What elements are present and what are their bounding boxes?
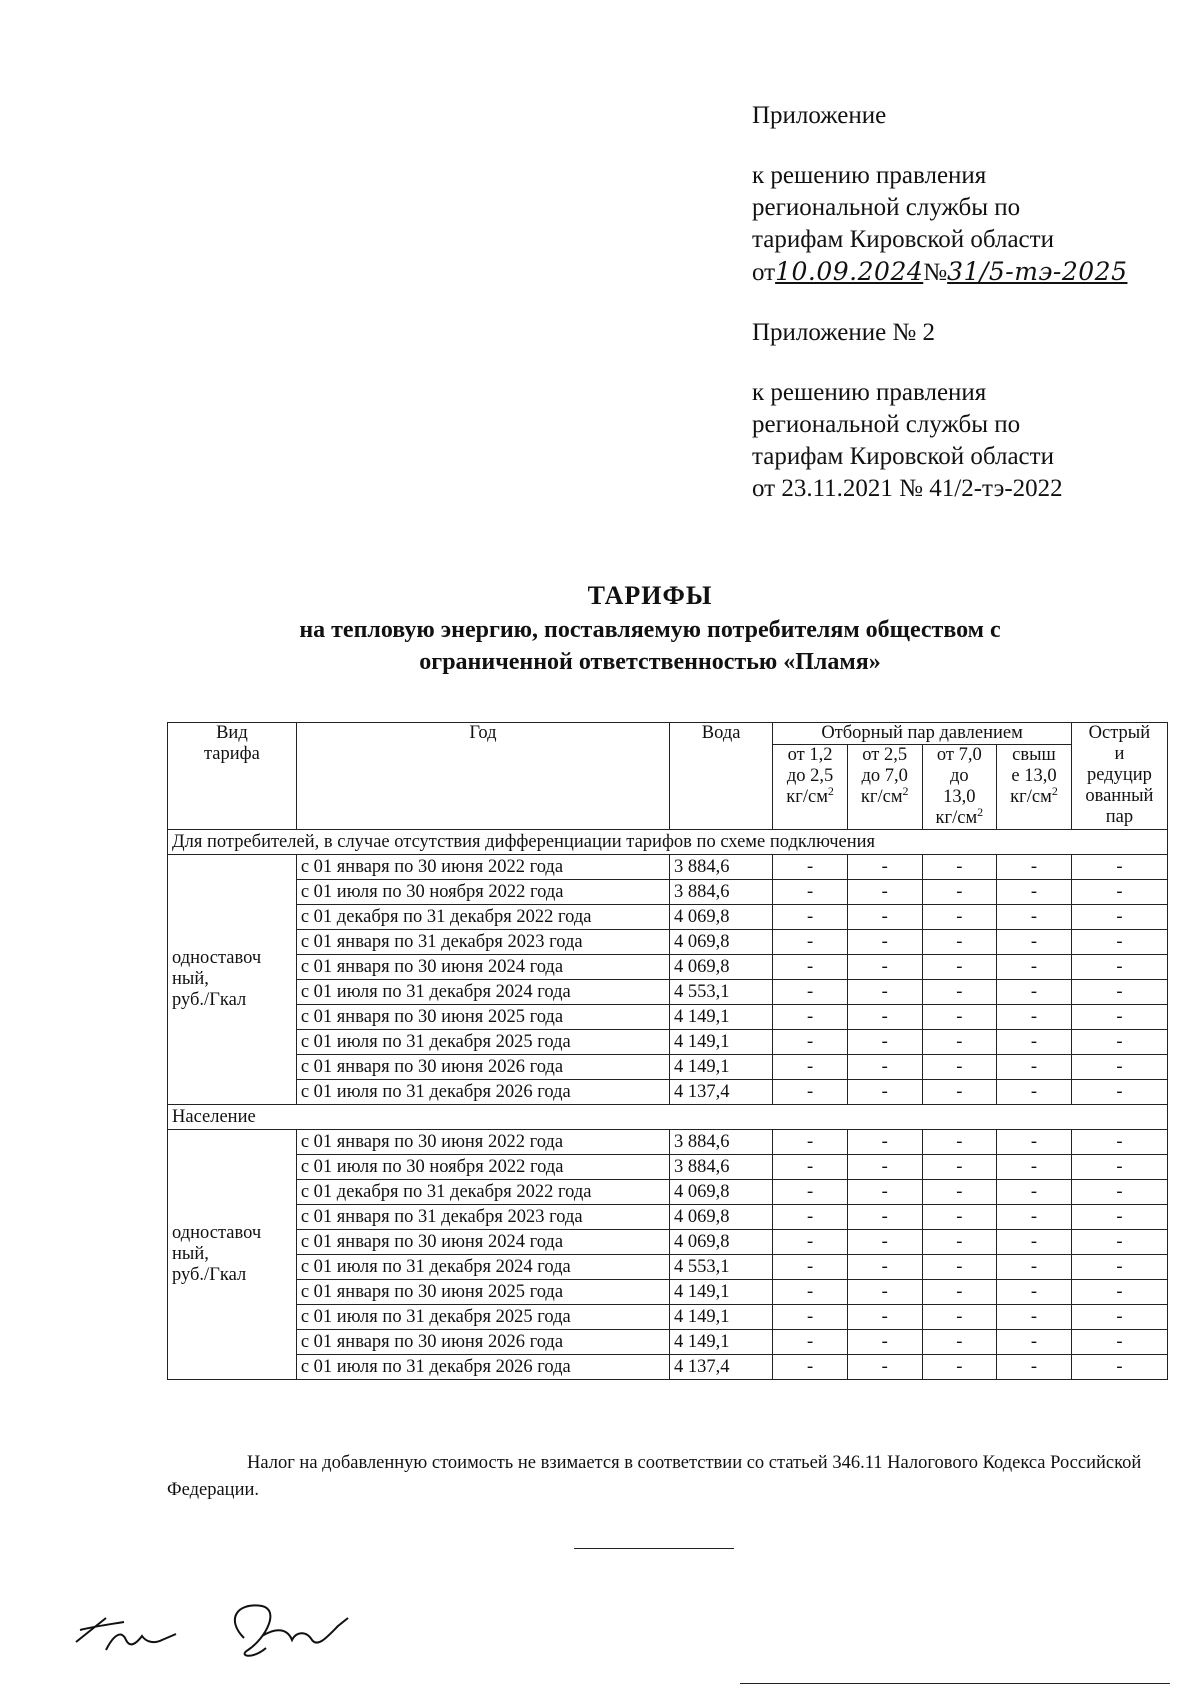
steam-1-cell: - — [773, 955, 848, 980]
number-prefix: № — [923, 259, 948, 286]
col-header-sharp-steam: Острый и редуцир ованный пар — [1071, 723, 1167, 830]
steam-3-cell: - — [922, 1180, 997, 1205]
steam-4-cell: - — [997, 980, 1072, 1005]
sharp-steam-cell: - — [1071, 1330, 1167, 1355]
period-cell: с 01 июля по 31 декабря 2026 года — [296, 1080, 669, 1105]
table-row — [168, 1130, 1168, 1155]
sharp-steam-cell: - — [1071, 1305, 1167, 1330]
table-row — [168, 1155, 1168, 1180]
steam-3-cell: - — [922, 1330, 997, 1355]
table-row — [168, 1055, 1168, 1080]
steam-4-cell: - — [997, 855, 1072, 880]
steam-3-cell: - — [922, 1080, 997, 1105]
steam-3-cell: - — [922, 1280, 997, 1305]
tariff-type-line: одноставоч — [172, 948, 262, 968]
table-row — [168, 1330, 1168, 1355]
steam-3-cell: - — [922, 905, 997, 930]
steam-2-cell: - — [847, 1030, 922, 1055]
steam-2-cell: - — [847, 1305, 922, 1330]
steam-4-cell: - — [997, 1230, 1072, 1255]
steam-3-cell: - — [922, 1205, 997, 1230]
tariff-type-line: ный, — [172, 969, 209, 989]
sharp-steam-cell: - — [1071, 955, 1167, 980]
decision-line: тарифам Кировской области — [752, 226, 1054, 253]
col-header-water: Вода — [670, 723, 773, 830]
water-value-cell: 3 884,6 — [670, 1130, 773, 1155]
steam-1-cell: - — [773, 1080, 848, 1105]
table-row — [168, 1305, 1168, 1330]
period-cell: с 01 января по 30 июня 2024 года — [296, 1230, 669, 1255]
decision-line: региональной службы по — [752, 194, 1021, 221]
section-label: Население — [168, 1105, 1168, 1130]
steam-3-cell: - — [922, 1155, 997, 1180]
water-value-cell: 4 069,8 — [670, 955, 773, 980]
steam-2-cell: - — [847, 1280, 922, 1305]
water-value-cell: 4 553,1 — [670, 1255, 773, 1280]
tariff-type-line: одноставоч — [172, 1223, 262, 1243]
steam-3-cell: - — [922, 1355, 997, 1380]
title-line: ограниченной ответственностью «Пламя» — [419, 649, 881, 675]
handwritten-signatures — [66, 1590, 366, 1670]
steam-3-cell: - — [922, 1055, 997, 1080]
period-cell: с 01 января по 30 июня 2026 года — [296, 1330, 669, 1355]
sharp-steam-cell: - — [1071, 1205, 1167, 1230]
water-value-cell: 4 149,1 — [670, 1030, 773, 1055]
water-value-cell: 4 069,8 — [670, 1180, 773, 1205]
steam-2-cell: - — [847, 1055, 922, 1080]
steam-3-cell: - — [922, 980, 997, 1005]
table-row — [168, 1205, 1168, 1230]
section-row — [168, 1105, 1168, 1130]
table-row — [168, 980, 1168, 1005]
steam-4-cell: - — [997, 1005, 1072, 1030]
period-cell: с 01 июля по 30 ноября 2022 года — [296, 1155, 669, 1180]
steam-4-cell: - — [997, 955, 1072, 980]
col-header-year: Год — [296, 723, 669, 830]
decision-date-line — [752, 256, 1127, 289]
sharp-steam-cell: - — [1071, 1130, 1167, 1155]
bottom-line — [740, 1683, 1170, 1684]
water-value-cell: 4 149,1 — [670, 1305, 773, 1330]
table-row — [168, 930, 1168, 955]
steam-1-cell: - — [773, 905, 848, 930]
steam-2-cell: - — [847, 1230, 922, 1255]
steam-1-cell: - — [773, 980, 848, 1005]
steam-4-cell: - — [997, 1180, 1072, 1205]
sharp-steam-cell: - — [1071, 1180, 1167, 1205]
appendix-title: Приложение — [752, 102, 887, 129]
steam-1-cell: - — [773, 1205, 848, 1230]
water-value-cell: 4 149,1 — [670, 1280, 773, 1305]
steam-4-cell: - — [997, 880, 1072, 905]
date-prefix: от — [752, 259, 776, 286]
steam-4-cell: - — [997, 1130, 1072, 1155]
steam-1-cell: - — [773, 1030, 848, 1055]
steam-2-cell: - — [847, 930, 922, 955]
steam-1-cell: - — [773, 1155, 848, 1180]
steam-2-cell: - — [847, 1130, 922, 1155]
steam-4-cell: - — [997, 930, 1072, 955]
steam-2-cell: - — [847, 1255, 922, 1280]
water-value-cell: 3 884,6 — [670, 1155, 773, 1180]
steam-1-cell: - — [773, 1230, 848, 1255]
table-row — [168, 1280, 1168, 1305]
sharp-steam-cell: - — [1071, 1355, 1167, 1380]
sharp-steam-cell: - — [1071, 1230, 1167, 1255]
steam-2-cell: - — [847, 1080, 922, 1105]
table-row — [168, 955, 1168, 980]
steam-4-cell: - — [997, 1155, 1072, 1180]
steam-1-cell: - — [773, 1130, 848, 1155]
sharp-steam-cell: - — [1071, 1030, 1167, 1055]
steam-2-cell: - — [847, 1355, 922, 1380]
steam-4-cell: - — [997, 1080, 1072, 1105]
tariff-type-line: руб./Гкал — [172, 990, 247, 1010]
table-row — [168, 855, 1168, 880]
appendix-header — [752, 100, 1127, 505]
decision2-line: тарифам Кировской области — [752, 443, 1054, 470]
steam-3-cell: - — [922, 1255, 997, 1280]
decision2-line: к решению правления — [752, 379, 987, 406]
period-cell: с 01 января по 30 июня 2025 года — [296, 1280, 669, 1305]
steam-1-cell: - — [773, 1355, 848, 1380]
period-cell: с 01 июля по 31 декабря 2025 года — [296, 1030, 669, 1055]
table-row — [168, 1255, 1168, 1280]
steam-4-cell: - — [997, 1055, 1072, 1080]
steam-2-cell: - — [847, 880, 922, 905]
steam-1-cell: - — [773, 930, 848, 955]
period-cell: с 01 января по 30 июня 2022 года — [296, 1130, 669, 1155]
col-header-type: Вид тарифа — [168, 723, 297, 830]
water-value-cell: 4 069,8 — [670, 1230, 773, 1255]
steam-1-cell: - — [773, 1330, 848, 1355]
sharp-steam-cell: - — [1071, 930, 1167, 955]
steam-4-cell: - — [997, 1205, 1072, 1230]
period-cell: с 01 января по 31 декабря 2023 года — [296, 930, 669, 955]
title-main: ТАРИФЫ — [587, 581, 713, 610]
steam-2-cell: - — [847, 980, 922, 1005]
decision-line: к решению правления — [752, 162, 987, 189]
tariff-type-line: ный, — [172, 1244, 209, 1264]
period-cell: с 01 января по 30 июня 2025 года — [296, 1005, 669, 1030]
period-cell: с 01 декабря по 31 декабря 2022 года — [296, 1180, 669, 1205]
sharp-steam-cell: - — [1071, 980, 1167, 1005]
water-value-cell: 4 137,4 — [670, 1355, 773, 1380]
sharp-steam-cell: - — [1071, 1155, 1167, 1180]
tariff-type-line: руб./Гкал — [172, 1265, 247, 1285]
steam-4-cell: - — [997, 905, 1072, 930]
steam-3-cell: - — [922, 1005, 997, 1030]
steam-1-cell: - — [773, 1305, 848, 1330]
steam-1-cell: - — [773, 1005, 848, 1030]
table-row — [168, 1005, 1168, 1030]
steam-1-cell: - — [773, 1255, 848, 1280]
col-header-steam: Отборный пар давлением — [773, 723, 1072, 745]
water-value-cell: 4 069,8 — [670, 905, 773, 930]
table-row — [168, 1355, 1168, 1380]
period-cell: с 01 января по 30 июня 2022 года — [296, 855, 669, 880]
col-header-steam-2: от 2,5 до 7,0 $кг/см^2$ — [847, 745, 922, 830]
steam-3-cell: - — [922, 1130, 997, 1155]
steam-3-cell: - — [922, 1230, 997, 1255]
section-row — [168, 830, 1168, 855]
decision2-line: региональной службы по — [752, 411, 1021, 438]
tariff-table — [167, 722, 1168, 1380]
col-header-steam-4: свыш е 13,0 $кг/см^2$ — [997, 745, 1072, 830]
period-cell: с 01 июля по 31 декабря 2026 года — [296, 1355, 669, 1380]
steam-2-cell: - — [847, 1330, 922, 1355]
period-cell: с 01 июля по 31 декабря 2024 года — [296, 980, 669, 1005]
steam-4-cell: - — [997, 1255, 1072, 1280]
steam-2-cell: - — [847, 905, 922, 930]
steam-2-cell: - — [847, 1205, 922, 1230]
steam-2-cell: - — [847, 955, 922, 980]
period-cell: с 01 июля по 31 декабря 2024 года — [296, 1255, 669, 1280]
sharp-steam-cell: - — [1071, 905, 1167, 930]
steam-1-cell: - — [773, 1280, 848, 1305]
document-title — [150, 578, 1150, 678]
steam-4-cell: - — [997, 1355, 1072, 1380]
steam-2-cell: - — [847, 855, 922, 880]
table-row — [168, 905, 1168, 930]
tariff-type-cell — [168, 855, 297, 1105]
separator-line — [574, 1548, 734, 1549]
sharp-steam-cell: - — [1071, 1255, 1167, 1280]
water-value-cell: 4 149,1 — [670, 1330, 773, 1355]
sharp-steam-cell: - — [1071, 1055, 1167, 1080]
steam-3-cell: - — [922, 930, 997, 955]
water-value-cell: 3 884,6 — [670, 855, 773, 880]
vat-footnote: Налог на добавленную стоимость не взимается в соответствии со статьей 346.11 Налогового Кодекса Российской Федерации. — [167, 1453, 1142, 1500]
table-row — [168, 1030, 1168, 1055]
sharp-steam-cell: - — [1071, 1280, 1167, 1305]
steam-1-cell: - — [773, 880, 848, 905]
period-cell: с 01 января по 30 июня 2024 года — [296, 955, 669, 980]
steam-3-cell: - — [922, 880, 997, 905]
col-header-steam-3: от 7,0 до 13,0 $кг/см^2$ — [922, 745, 997, 830]
steam-4-cell: - — [997, 1305, 1072, 1330]
steam-3-cell: - — [922, 955, 997, 980]
water-value-cell: 4 069,8 — [670, 1205, 773, 1230]
water-value-cell: 4 149,1 — [670, 1055, 773, 1080]
steam-1-cell: - — [773, 1055, 848, 1080]
steam-3-cell: - — [922, 1030, 997, 1055]
steam-1-cell: - — [773, 855, 848, 880]
period-cell: с 01 января по 31 декабря 2023 года — [296, 1205, 669, 1230]
water-value-cell: 3 884,6 — [670, 880, 773, 905]
steam-2-cell: - — [847, 1180, 922, 1205]
water-value-cell: 4 149,1 — [670, 1005, 773, 1030]
period-cell: с 01 июля по 30 ноября 2022 года — [296, 880, 669, 905]
sharp-steam-cell: - — [1071, 880, 1167, 905]
steam-3-cell: - — [922, 1305, 997, 1330]
table-row — [168, 1180, 1168, 1205]
steam-4-cell: - — [997, 1280, 1072, 1305]
title-line: на тепловую энергию, поставляемую потребителям обществом с — [299, 617, 1001, 643]
decision2-line: от 23.11.2021 № 41/2-тэ-2022 — [752, 475, 1063, 502]
section-label: Для потребителей, в случае отсутствия дифференциации тарифов по схеме подключения — [168, 830, 1168, 855]
table-row — [168, 1230, 1168, 1255]
water-value-cell: 4 069,8 — [670, 930, 773, 955]
period-cell: с 01 января по 30 июня 2026 года — [296, 1055, 669, 1080]
sharp-steam-cell: - — [1071, 1080, 1167, 1105]
appendix2-title: Приложение № 2 — [752, 319, 936, 346]
handwritten-number: 31/5-тэ-2025 — [947, 257, 1128, 286]
handwritten-date: 10.09.2024 — [775, 257, 924, 286]
steam-4-cell: - — [997, 1030, 1072, 1055]
steam-2-cell: - — [847, 1155, 922, 1180]
table-row — [168, 1080, 1168, 1105]
period-cell: с 01 декабря по 31 декабря 2022 года — [296, 905, 669, 930]
water-value-cell: 4 553,1 — [670, 980, 773, 1005]
sharp-steam-cell: - — [1071, 855, 1167, 880]
tariff-type-cell — [168, 1130, 297, 1380]
col-header-steam-1: от 1,2 до 2,5 $кг/см^2$ — [773, 745, 848, 830]
steam-1-cell: - — [773, 1180, 848, 1205]
table-row — [168, 880, 1168, 905]
steam-2-cell: - — [847, 1005, 922, 1030]
sharp-steam-cell: - — [1071, 1005, 1167, 1030]
steam-4-cell: - — [997, 1330, 1072, 1355]
steam-3-cell: - — [922, 855, 997, 880]
water-value-cell: 4 137,4 — [670, 1080, 773, 1105]
period-cell: с 01 июля по 31 декабря 2025 года — [296, 1305, 669, 1330]
